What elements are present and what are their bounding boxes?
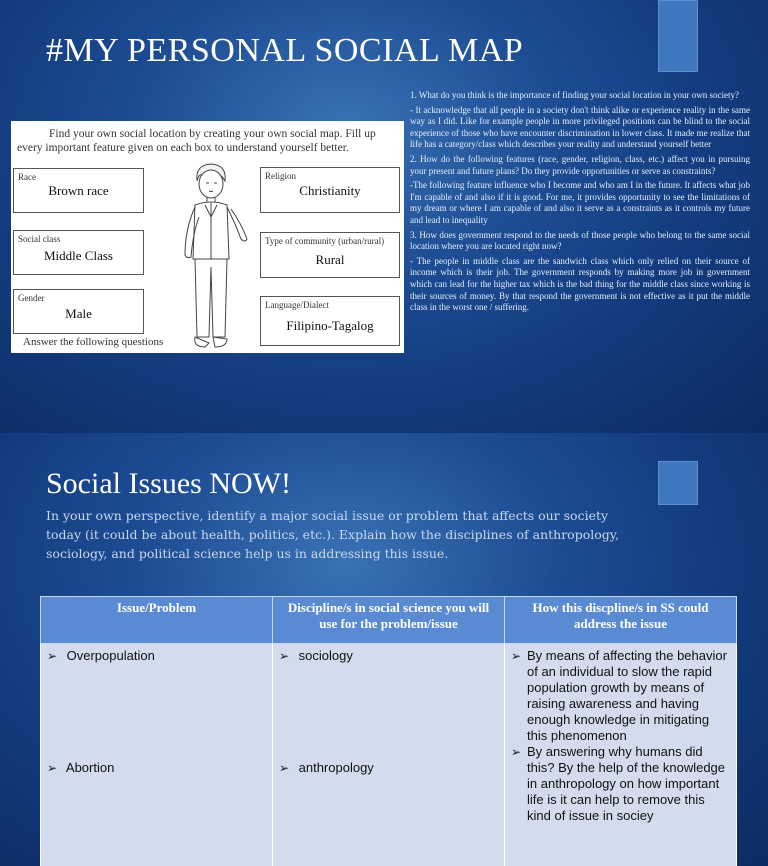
- social-class-value: Middle Class: [44, 248, 113, 263]
- social-class-box: [13, 230, 144, 275]
- accent-bar: [658, 0, 698, 72]
- issue-overpopulation: Overpopulation: [66, 648, 155, 663]
- issue-abortion: Abortion: [65, 760, 115, 775]
- accent-bar: [658, 461, 698, 505]
- community-value: Rural: [315, 252, 345, 267]
- religion-value: Christianity: [299, 183, 361, 198]
- question-1: 1. What do you think is the importance of finding your social location in your own society?: [410, 90, 740, 100]
- arrow-bullet-icon: ➢: [47, 761, 58, 775]
- issues-cell: [41, 644, 273, 866]
- discipline-item: [279, 760, 374, 776]
- header-discipline-line2: use for the problem/issue: [319, 616, 458, 631]
- community-box: [260, 232, 400, 278]
- slide-social-issues: [0, 433, 768, 866]
- table-row: [41, 644, 737, 866]
- worksheet-footer: Answer the following questions: [23, 336, 164, 348]
- explanations-cell: [505, 644, 737, 866]
- header-issue: Issue/Problem: [41, 597, 273, 644]
- discipline-anthropology: anthropology: [298, 760, 374, 775]
- arrow-bullet-icon: ➢: [279, 649, 290, 663]
- issue-item: [47, 648, 155, 664]
- issues-table: [40, 596, 737, 866]
- explanation-item: [511, 648, 731, 744]
- table-header-row: [41, 597, 737, 644]
- intro-paragraph: In your own perspective, identify a major social issue or problem that affects our society today (it could be about health, politics, etc.). Explain how the disciplines of anthropology, sociology, and political science help us in addressing this issue.: [46, 508, 620, 561]
- discipline-sociology: sociology: [298, 648, 353, 663]
- community-label: Type of community (urban/rural): [265, 236, 385, 246]
- gender-box: [13, 289, 144, 334]
- issue-item: [47, 760, 114, 776]
- language-box: [260, 296, 400, 346]
- race-box: [13, 168, 144, 213]
- arrow-bullet-icon: ➢: [47, 649, 58, 663]
- explanation-abortion: By answering why humans did this? By the help of the knowledge in anthropology on how important life is it can help to remove this kind of issue in sociey: [527, 744, 726, 823]
- answer-1: - It acknowledge that all people in a society don't think alike or experience reality in the same way as I did. Like for example people in more privileged positions can be blind to the social experience of those who have encounter discrimination in lower class. It made me realize that life has a category/class which describes your reality and understand yourself better: [410, 104, 750, 150]
- language-label: Language/Dialect: [265, 300, 329, 310]
- religion-label: Religion: [265, 171, 296, 181]
- discipline-item: [279, 648, 353, 664]
- explanation-overpopulation: By means of affecting the behavior of an individual to slow the rapid population growth by means of raising awareness and having enough knowledge in mitigating this phenomenon: [527, 648, 727, 743]
- arrow-bullet-icon: ➢: [511, 745, 522, 759]
- person-figure-illustration: [171, 159, 251, 351]
- answer-2: -The following feature influence who I become and who am I in the future. It affects what job I'm capable of and also if it is good. For me, it provides opportunity to see the limitations of my dream or where I am capable of and also it serve as a constraints as it controls my future and lead to inequality: [410, 180, 750, 225]
- religion-box: [260, 167, 400, 213]
- qa-text-block: [410, 90, 750, 317]
- social-class-label: Social class: [18, 234, 61, 244]
- social-map-worksheet: [11, 121, 404, 353]
- arrow-bullet-icon: ➢: [511, 649, 522, 663]
- gender-label: Gender: [18, 293, 45, 303]
- header-discipline-line1: Discipline/s in social science you will: [287, 600, 490, 615]
- header-discipline: [273, 597, 505, 644]
- arrow-bullet-icon: ➢: [279, 761, 290, 775]
- answer-3: - The people in middle class are the sandwich class which only relied on their source of income which is their job. The government responds by making more job in government which can lead for the higher tax which is the bad thing for the middle class since working is their sources of money. By that respond the government is not effective as it put the middle class in the worst one / suffering.: [410, 255, 750, 313]
- race-value: Brown race: [48, 183, 109, 198]
- language-value: Filipino-Tagalog: [286, 318, 374, 333]
- worksheet-instructions: Find your own social location by creating your own social map. Fill up every important feature given on each box to understand yourself better.: [17, 128, 376, 154]
- race-label: Race: [18, 172, 36, 182]
- question-3: 3. How does government respond to the needs of those people who belong to the same social location where you are located right now?: [410, 229, 750, 252]
- header-approach: How this discpline/s in SS could address the issue: [505, 597, 737, 644]
- disciplines-cell: [273, 644, 505, 866]
- slide-title: #MY PERSONAL SOCIAL MAP: [46, 32, 524, 69]
- question-2: 2. How do the following features (race, gender, religion, class, etc.) affect you in pursuing your present and future plans? Do they provide opportunities or serve as constraints?: [410, 153, 750, 176]
- gender-value: Male: [65, 306, 92, 321]
- slide-title: Social Issues NOW!: [46, 467, 291, 500]
- explanation-item: [511, 744, 731, 824]
